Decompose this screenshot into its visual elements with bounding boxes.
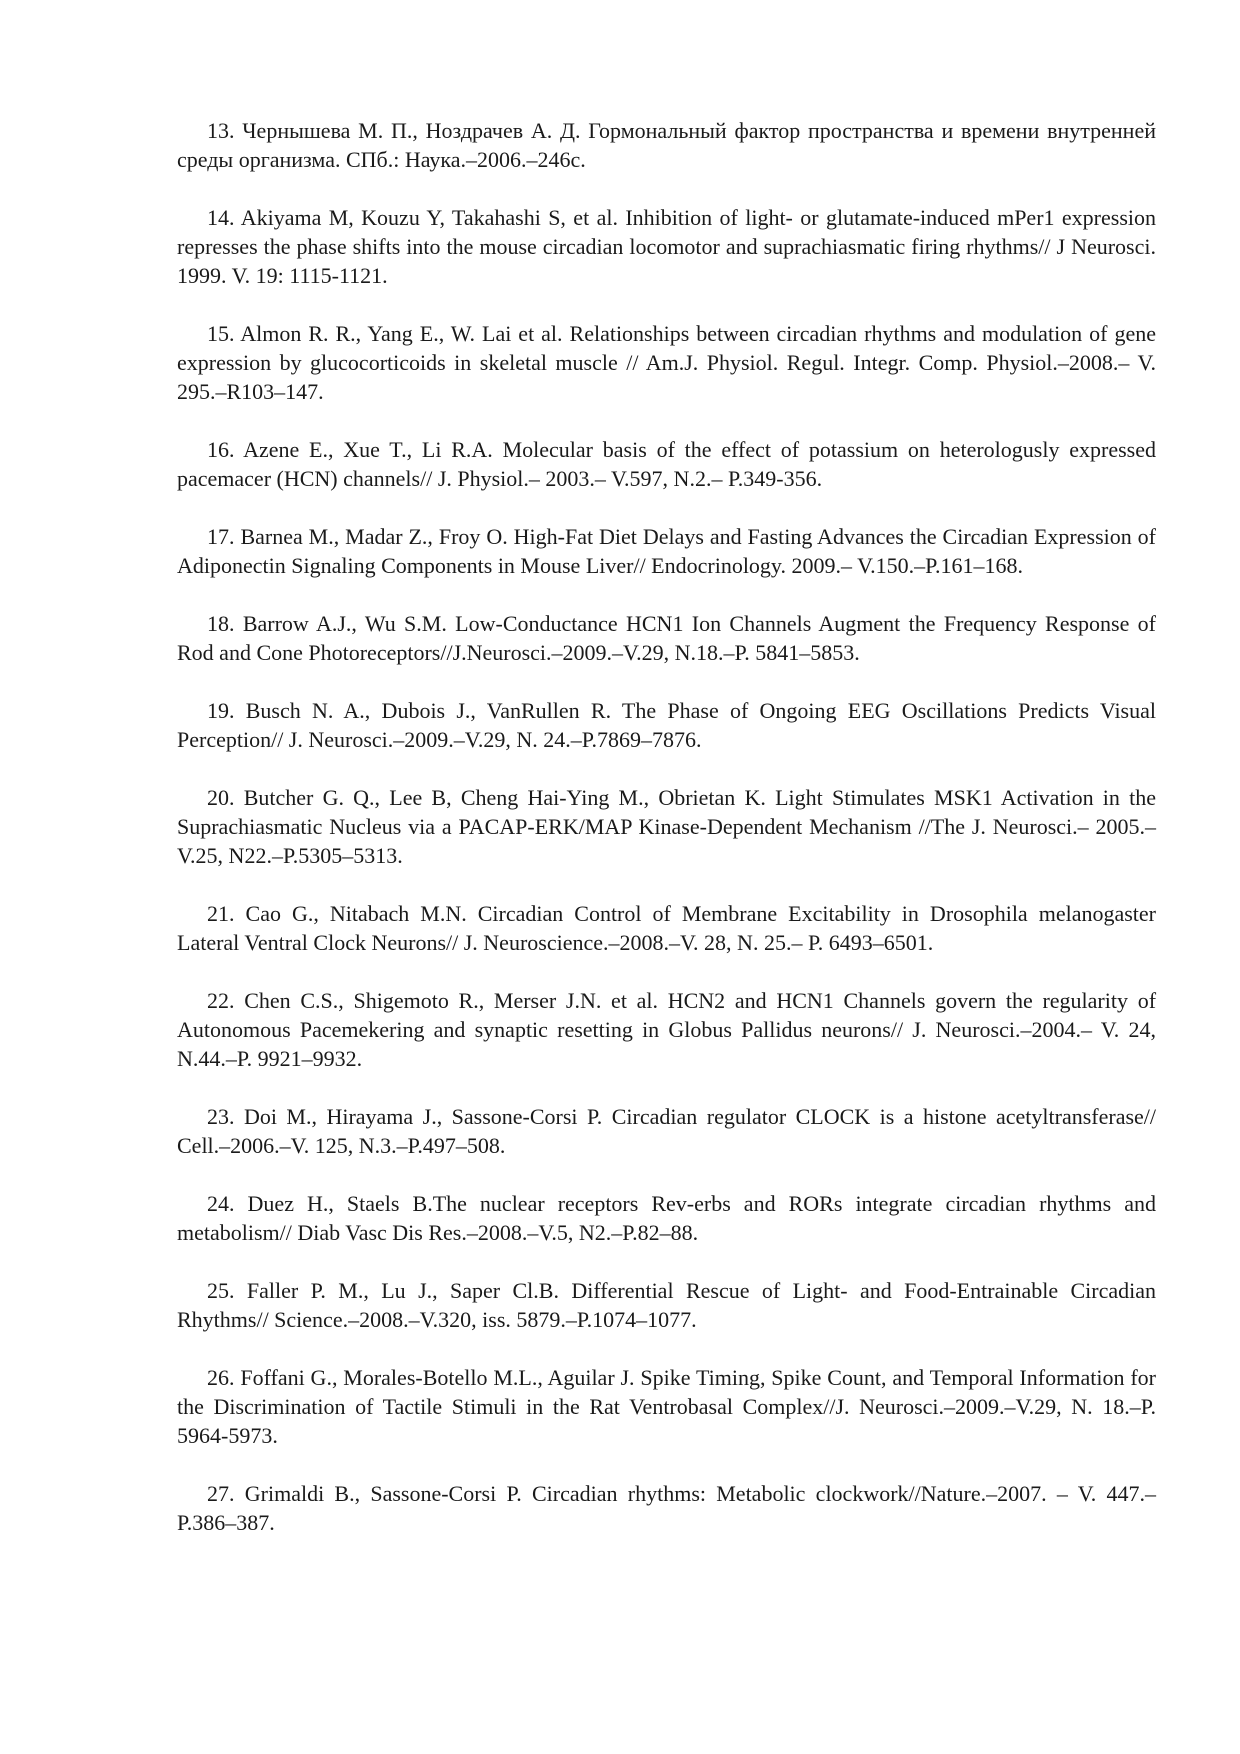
reference-item xyxy=(177,986,1156,1073)
reference-item xyxy=(177,696,1156,754)
reference-number: 23. xyxy=(207,1104,235,1129)
reference-number: 17. xyxy=(207,524,235,549)
reference-item xyxy=(177,203,1156,290)
reference-item xyxy=(177,1363,1156,1450)
reference-number: 13. xyxy=(207,118,235,143)
reference-number: 24. xyxy=(207,1191,235,1216)
reference-item xyxy=(177,609,1156,667)
reference-number: 18. xyxy=(207,611,235,636)
reference-text: Almon R. R., Yang E., W. Lai et al. Relationships between circadian rhythms and modulation of gene expression by glucocorticoids in skeletal muscle // Am.J. Physiol. Regul. Integr. Comp. Physiol.–2008.– V. 295.–R103–147. xyxy=(177,321,1156,404)
reference-text: Foffani G., Morales-Botello M.L., Aguilar J. Spike Timing, Spike Count, and Temporal Information for the Discrimination of Tactile Stimuli in the Rat Ventrobasal Complex//J. Neurosci.–2009.–V.29, N. 18.–P. 5964-5973. xyxy=(177,1365,1156,1448)
reference-number: 22. xyxy=(207,988,235,1013)
reference-number: 26. xyxy=(207,1365,235,1390)
reference-text: Barnea M., Madar Z., Froy O. High-Fat Diet Delays and Fasting Advances the Circadian Expression of Adiponectin Signaling Components in Mouse Liver// Endocrinology. 2009.– V.150.–P.161–168. xyxy=(177,524,1157,578)
reference-item xyxy=(177,1102,1156,1160)
reference-text: Busch N. A., Dubois J., VanRullen R. The Phase of Ongoing EEG Oscillations Predicts Visual Perception// J. Neurosci.–2009.–V.29, N. 24.–P.7869–7876. xyxy=(177,698,1156,752)
reference-item xyxy=(177,435,1156,493)
reference-number: 16. xyxy=(207,437,235,462)
reference-text: Akiyama M, Kouzu Y, Takahashi S, et al. Inhibition of light- or glutamate-induced mPer1 expression represses the phase shifts into the mouse circadian locomotor and suprachiasmatic firing rhythms// J Neurosci. 1999. V. 19: 1115-1121. xyxy=(177,205,1156,288)
reference-item xyxy=(177,783,1156,870)
reference-item xyxy=(177,1276,1156,1334)
reference-text: Faller P. M., Lu J., Saper Cl.B. Differential Rescue of Light- and Food-Entrainable Circadian Rhythms// Science.–2008.–V.320, iss. 5879.–P.1074–1077. xyxy=(177,1278,1156,1332)
reference-item xyxy=(177,1479,1156,1537)
reference-text: Grimaldi B., Sassone-Corsi P. Circadian rhythms: Metabolic clockwork//Nature.–2007. – V. 447.–P.386–387. xyxy=(177,1481,1157,1535)
reference-item xyxy=(177,1189,1156,1247)
reference-text: Doi M., Hirayama J., Sassone-Corsi P. Circadian regulator CLOCK is a histone acetyltransferase// Cell.–2006.–V. 125, N.3.–P.497–508. xyxy=(177,1104,1157,1158)
reference-text: Cao G., Nitabach M.N. Circadian Control of Membrane Excitability in Drosophila melanogaster Lateral Ventral Clock Neurons// J. Neuroscience.–2008.–V. 28, N. 25.– P. 6493–6501. xyxy=(177,901,1156,955)
reference-number: 20. xyxy=(207,785,235,810)
reference-text: Azene E., Xue T., Li R.A. Molecular basis of the effect of potassium on heterologusly expressed pacemacer (HCN) channels// J. Physiol.– 2003.– V.597, N.2.– P.349-356. xyxy=(177,437,1156,491)
reference-text: Chen C.S., Shigemoto R., Merser J.N. et al. HCN2 and HCN1 Channels govern the regularity of Autonomous Pacemekering and synaptic resetting in Globus Pallidus neurons// J. Neurosci.–2004.– V. 24, N.44.–P. 9921–9932. xyxy=(177,988,1157,1071)
reference-item xyxy=(177,319,1156,406)
reference-number: 15. xyxy=(207,321,235,346)
reference-number: 27. xyxy=(207,1481,235,1506)
reference-number: 25. xyxy=(207,1278,235,1303)
reference-text: Butcher G. Q., Lee B, Cheng Hai-Ying M., Obrietan K. Light Stimulates MSK1 Activation in the Suprachiasmatic Nucleus via a PACAP-ERK/MAP Kinase-Dependent Mechanism //The J. Neurosci.– 2005.–V.25, N22.–P.5305–5313. xyxy=(177,785,1157,868)
reference-list xyxy=(177,116,1156,1566)
reference-text: Чернышева М. П., Ноздрачев А. Д. Гормональный фактор пространства и времени внутренней среды организма. СПб.: Наука.–2006.–246с. xyxy=(177,118,1156,172)
reference-text: Duez H., Staels B.The nuclear receptors Rev-erbs and RORs integrate circadian rhythms and metabolism// Diab Vasc Dis Res.–2008.–V.5, N2.–P.82–88. xyxy=(177,1191,1157,1245)
reference-number: 21. xyxy=(207,901,235,926)
reference-number: 19. xyxy=(207,698,235,723)
reference-text: Barrow A.J., Wu S.M. Low-Conductance HCN1 Ion Channels Augment the Frequency Response of Rod and Cone Photoreceptors//J.Neurosci.–2009.–V.29, N.18.–P. 5841–5853. xyxy=(177,611,1157,665)
reference-item xyxy=(177,116,1156,174)
reference-item xyxy=(177,899,1156,957)
reference-number: 14. xyxy=(207,205,235,230)
reference-item xyxy=(177,522,1156,580)
